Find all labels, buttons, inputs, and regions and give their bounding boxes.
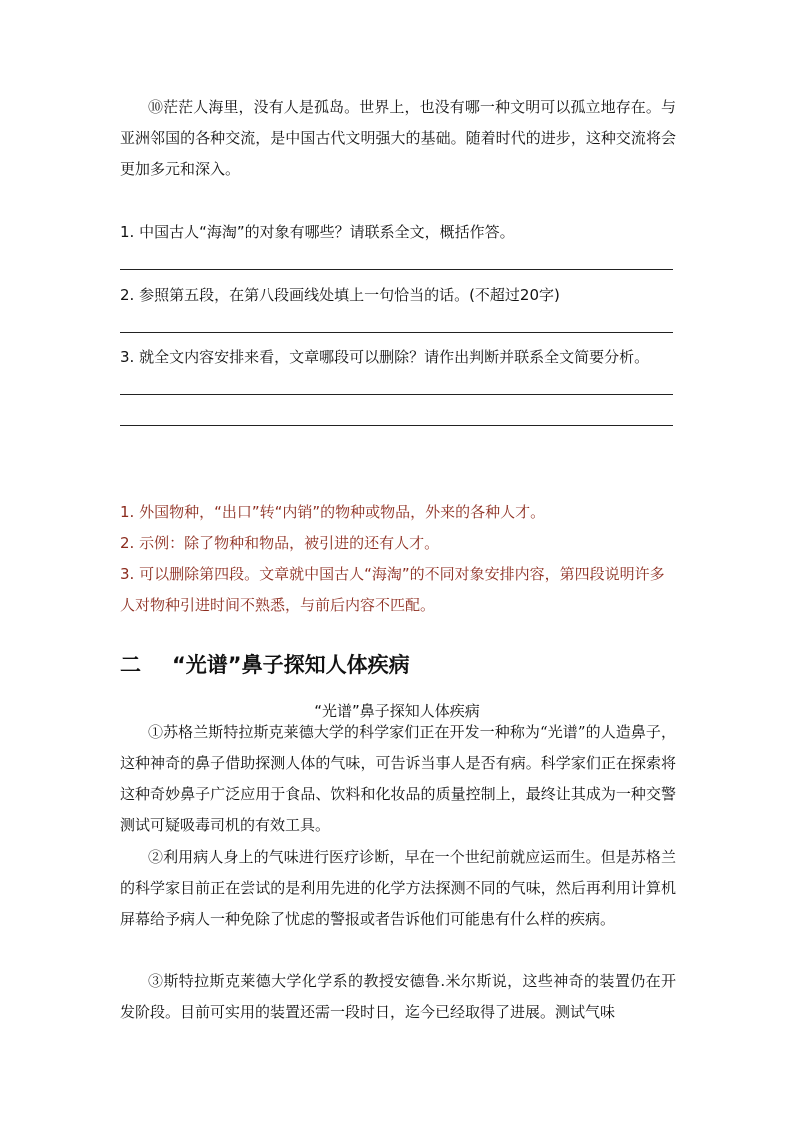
answer-2: 2. 示例：除了物种和物品，被引进的还有人才。 [120,534,440,552]
article-paragraph-3: ③斯特拉斯克莱德大学化学系的教授安德鲁.米尔斯说，这些神奇的装置仍在开发阶段。目前可实用的装置还需一段时日，迄今已经取得了进展。测试气味 [120,972,676,1021]
section-number: 二 [120,653,141,677]
answer-3: 3. 可以删除第四段。文章就中国古人“海淘”的不同对象安排内容，第四段说明许多人对物种引进时间不熟悉，与前后内容不匹配。 [120,565,665,614]
article-title: “光谱”鼻子探知人体疾病 [314,702,480,720]
answer-line [120,332,673,333]
answer-line [120,269,673,270]
question-3: 3. 就全文内容安排来看，文章哪段可以删除？请作出判断并联系全文简要分析。 [120,348,650,366]
question-1: 1. 中国古人“海淘”的对象有哪些？请联系全文，概括作答。 [120,223,515,241]
section-title: “光谱”鼻子探知人体疾病 [172,653,410,677]
top-paragraph: ⑩茫茫人海里，没有人是孤岛。世界上，也没有哪一种文明可以孤立地存在。与亚洲邻国的各种交流，是中国古代文明强大的基础。随着时代的进步，这种交流将会更加多元和深入。 [120,98,676,178]
section-heading [120,649,410,679]
answer-1: 1. 外国物种，“出口”转“内销”的物种或物品，外来的各种人才。 [120,503,546,521]
article-paragraph-2: ②利用病人身上的气味进行医疗诊断，早在一个世纪前就应运而生。但是苏格兰的科学家目前正在尝试的是利用先进的化学方法探测不同的气味，然后再利用计算机屏幕给予病人一种免除了忧虑的警报或者告诉他们可能患有什么样的疾病。 [120,848,676,928]
article-paragraph-1: ①苏格兰斯特拉斯克莱德大学的科学家们正在开发一种称为“光谱”的人造鼻子，这种神奇的鼻子借助探测人体的气味，可告诉当事人是否有病。科学家们正在探索将这种奇妙鼻子广泛应用于食品、饮料和化妆品的质量控制上，最终让其成为一种交警测试可疑吸毒司机的有效工具。 [120,723,676,834]
answer-line [120,394,673,395]
answer-line [120,425,673,426]
question-2: 2. 参照第五段，在第八段画线处填上一句恰当的话。(不超过20字) [120,286,560,304]
